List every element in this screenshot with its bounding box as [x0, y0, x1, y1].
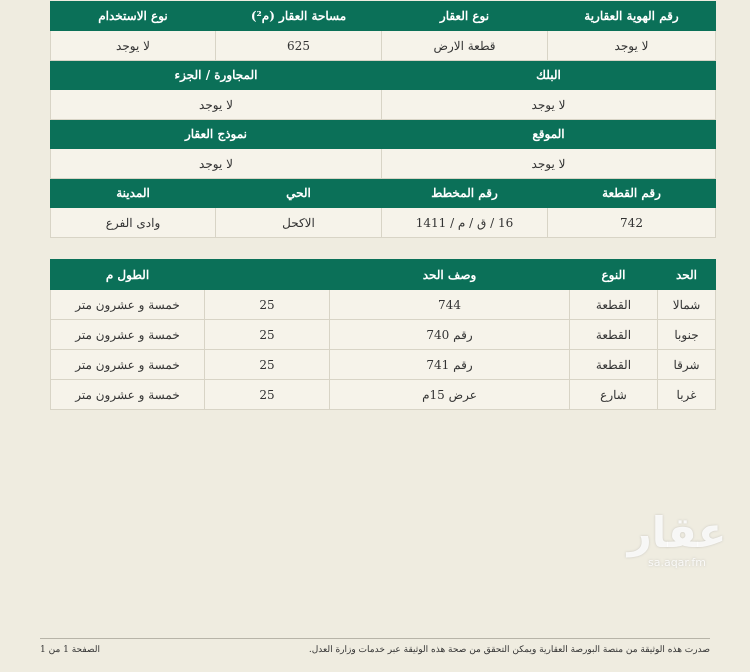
boundary-length: 25 — [205, 350, 330, 380]
value-cell: لا يوجد — [382, 149, 716, 179]
header-row — [51, 120, 716, 149]
header-cell: مساحة العقار (م²) — [216, 2, 382, 31]
boundary-description: 744 — [330, 290, 570, 320]
value-cell: لا يوجد — [382, 90, 716, 120]
boundaries-header-row — [51, 260, 716, 290]
header-cell: نوع الاستخدام — [51, 2, 216, 31]
watermark-brand: عقار — [627, 508, 727, 557]
header-cell: رقم المخطط — [382, 179, 548, 208]
value-cell: لا يوجد — [548, 31, 716, 61]
value-row — [51, 149, 716, 179]
header-cell: وصف الحد — [330, 260, 570, 290]
value-row — [51, 31, 716, 61]
value-cell: لا يوجد — [51, 149, 382, 179]
boundary-type: القطعة — [570, 350, 658, 380]
value-cell: وادى الفرع — [51, 208, 216, 238]
watermark-url: sa.aqar.fm — [647, 556, 707, 569]
table-row — [51, 320, 716, 350]
value-cell: 16 / ق / م / 1411 — [382, 208, 548, 238]
boundary-type: القطعة — [570, 290, 658, 320]
header-row — [51, 179, 716, 208]
header-cell: رقم القطعة — [548, 179, 716, 208]
boundary-length: 25 — [205, 290, 330, 320]
boundary-direction: شمالا — [658, 290, 716, 320]
boundary-direction: غربا — [658, 380, 716, 410]
header-row — [51, 2, 716, 31]
boundary-length-words: خمسة و عشرون متر — [51, 350, 205, 380]
boundary-type: القطعة — [570, 320, 658, 350]
boundaries-table — [50, 259, 716, 410]
value-cell: الاكحل — [216, 208, 382, 238]
boundary-description: رقم 741 — [330, 350, 570, 380]
boundary-description: عرض 15م — [330, 380, 570, 410]
value-cell: لا يوجد — [51, 31, 216, 61]
header-row — [51, 61, 716, 90]
boundary-direction: جنوبا — [658, 320, 716, 350]
page-number: الصفحة 1 من 1 — [40, 645, 100, 655]
header-cell: نموذج العقار — [51, 120, 382, 149]
table-row — [51, 350, 716, 380]
header-cell: نوع العقار — [382, 2, 548, 31]
value-row — [51, 208, 716, 238]
boundary-description: رقم 740 — [330, 320, 570, 350]
header-cell: الحد — [658, 260, 716, 290]
footer-divider — [40, 638, 710, 639]
value-cell: 742 — [548, 208, 716, 238]
header-cell: رقم الهوية العقارية — [548, 2, 716, 31]
boundary-length: 25 — [205, 380, 330, 410]
table-row — [51, 380, 716, 410]
boundary-length: 25 — [205, 320, 330, 350]
header-cell: المدينة — [51, 179, 216, 208]
boundary-direction: شرقا — [658, 350, 716, 380]
value-cell: لا يوجد — [51, 90, 382, 120]
boundary-length-words: خمسة و عشرون متر — [51, 380, 205, 410]
header-cell: الحي — [216, 179, 382, 208]
header-cell — [205, 260, 330, 290]
header-cell: الموقع — [382, 120, 716, 149]
value-cell: 625 — [216, 31, 382, 61]
aqar-watermark — [622, 510, 732, 569]
boundary-type: شارع — [570, 380, 658, 410]
value-row — [51, 90, 716, 120]
table-row — [51, 290, 716, 320]
boundary-length-words: خمسة و عشرون متر — [51, 320, 205, 350]
property-info-table — [50, 1, 716, 238]
boundary-length-words: خمسة و عشرون متر — [51, 290, 205, 320]
header-cell: المجاورة / الجزء — [51, 61, 382, 90]
header-cell: البلك — [382, 61, 716, 90]
footer-disclaimer: صدرت هذه الوثيقة من منصة البورصة العقارية ويمكن التحقق من صحة هذه الوثيقة عبر خدمات وزارة العدل. — [308, 645, 710, 655]
value-cell: قطعة الارض — [382, 31, 548, 61]
header-cell: النوع — [570, 260, 658, 290]
header-cell: الطول م — [51, 260, 205, 290]
